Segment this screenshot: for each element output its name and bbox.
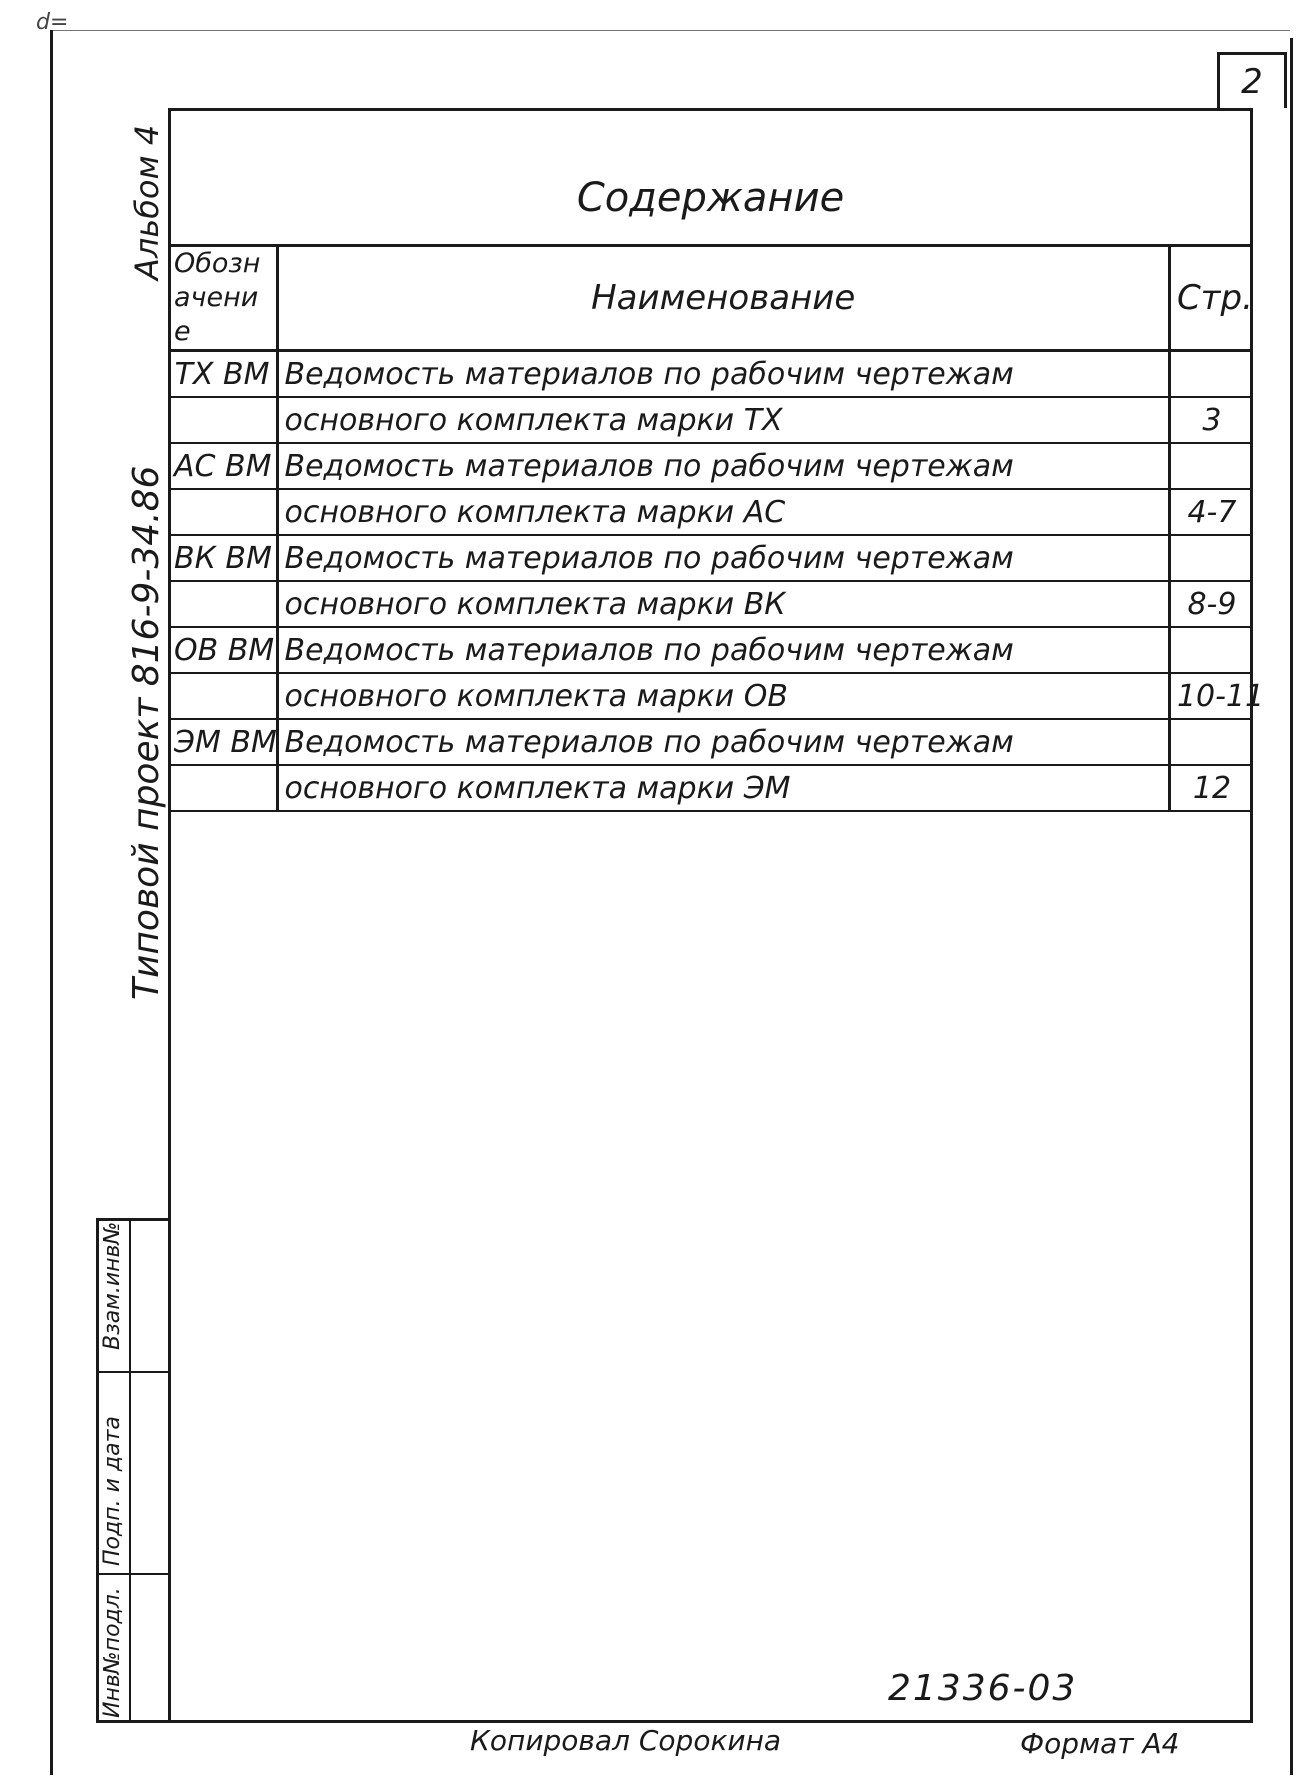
sheet-number-box xyxy=(1217,52,1287,108)
table-row xyxy=(168,719,1253,765)
stamp-inv-original: Инв№подл. xyxy=(100,1587,125,1718)
row-page xyxy=(1169,719,1253,765)
row-code xyxy=(168,581,277,627)
row-page xyxy=(1169,351,1253,398)
table-row xyxy=(168,673,1253,719)
table-row xyxy=(168,581,1253,627)
project-caption: Типовой проект 816-9-34.86 xyxy=(126,465,167,1000)
header-page: Стр. xyxy=(1169,246,1253,351)
contents-table xyxy=(168,244,1265,812)
row-code: ТХ ВМ xyxy=(168,351,277,398)
stamp-divider xyxy=(99,1371,171,1373)
row-name: основного комплекта марки АС xyxy=(277,489,1169,535)
row-code xyxy=(168,489,277,535)
sheet-number: 2 xyxy=(1241,61,1263,102)
row-name: Ведомость материалов по рабочим чертежам xyxy=(277,443,1169,489)
row-code: ОВ ВМ xyxy=(168,627,277,673)
header-code-label: Обозначение xyxy=(174,248,261,347)
row-page: 12 xyxy=(1169,765,1253,811)
row-code xyxy=(168,765,277,811)
table-row xyxy=(168,443,1253,489)
row-page: 4-7 xyxy=(1169,489,1253,535)
table-row xyxy=(168,627,1253,673)
row-page xyxy=(1169,443,1253,489)
row-code: АС ВМ xyxy=(168,443,277,489)
page-border-left xyxy=(50,30,53,1775)
table-header-row xyxy=(168,246,1253,351)
row-name: Ведомость материалов по рабочим чертежам xyxy=(277,351,1169,398)
header-code xyxy=(168,246,277,351)
corner-mark: d= xyxy=(36,10,69,35)
row-code xyxy=(168,397,277,443)
document-number: 21336-03 xyxy=(888,1668,1078,1709)
row-name: основного комплекта марки ТХ xyxy=(277,397,1169,443)
table-row xyxy=(168,765,1253,811)
row-name: основного комплекта марки ВК xyxy=(277,581,1169,627)
table-row xyxy=(168,351,1253,398)
page-title: Содержание xyxy=(576,175,845,221)
row-page xyxy=(1169,535,1253,581)
row-name: основного комплекта марки ЭМ xyxy=(277,765,1169,811)
row-code: ЭМ ВМ xyxy=(168,719,277,765)
row-name: основного комплекта марки ОВ xyxy=(277,673,1169,719)
stamp-sign-date: Подп. и дата xyxy=(100,1416,125,1566)
page-border-top xyxy=(50,30,1290,31)
row-name: Ведомость материалов по рабочим чертежам xyxy=(277,535,1169,581)
row-name: Ведомость материалов по рабочим чертежам xyxy=(277,719,1169,765)
table-row xyxy=(168,489,1253,535)
row-code: ВК ВМ xyxy=(168,535,277,581)
album-caption: Альбом 4 xyxy=(128,124,166,280)
copied-by: Копировал Сорокина xyxy=(470,1724,782,1757)
stamp-divider xyxy=(99,1573,171,1575)
stamp-inv-replaced: Взам.инв№ xyxy=(100,1221,125,1350)
row-page: 8-9 xyxy=(1169,581,1253,627)
row-page: 3 xyxy=(1169,397,1253,443)
row-name: Ведомость материалов по рабочим чертежам xyxy=(277,627,1169,673)
stamp-divider xyxy=(129,1221,131,1720)
paper-format: Формат А4 xyxy=(1020,1727,1180,1760)
header-name: Наименование xyxy=(277,246,1169,351)
table-row xyxy=(168,397,1253,443)
row-page xyxy=(1169,627,1253,673)
row-code xyxy=(168,673,277,719)
table-row xyxy=(168,535,1253,581)
page-border-right xyxy=(1290,38,1293,1775)
row-page: 10-11 xyxy=(1169,673,1253,719)
